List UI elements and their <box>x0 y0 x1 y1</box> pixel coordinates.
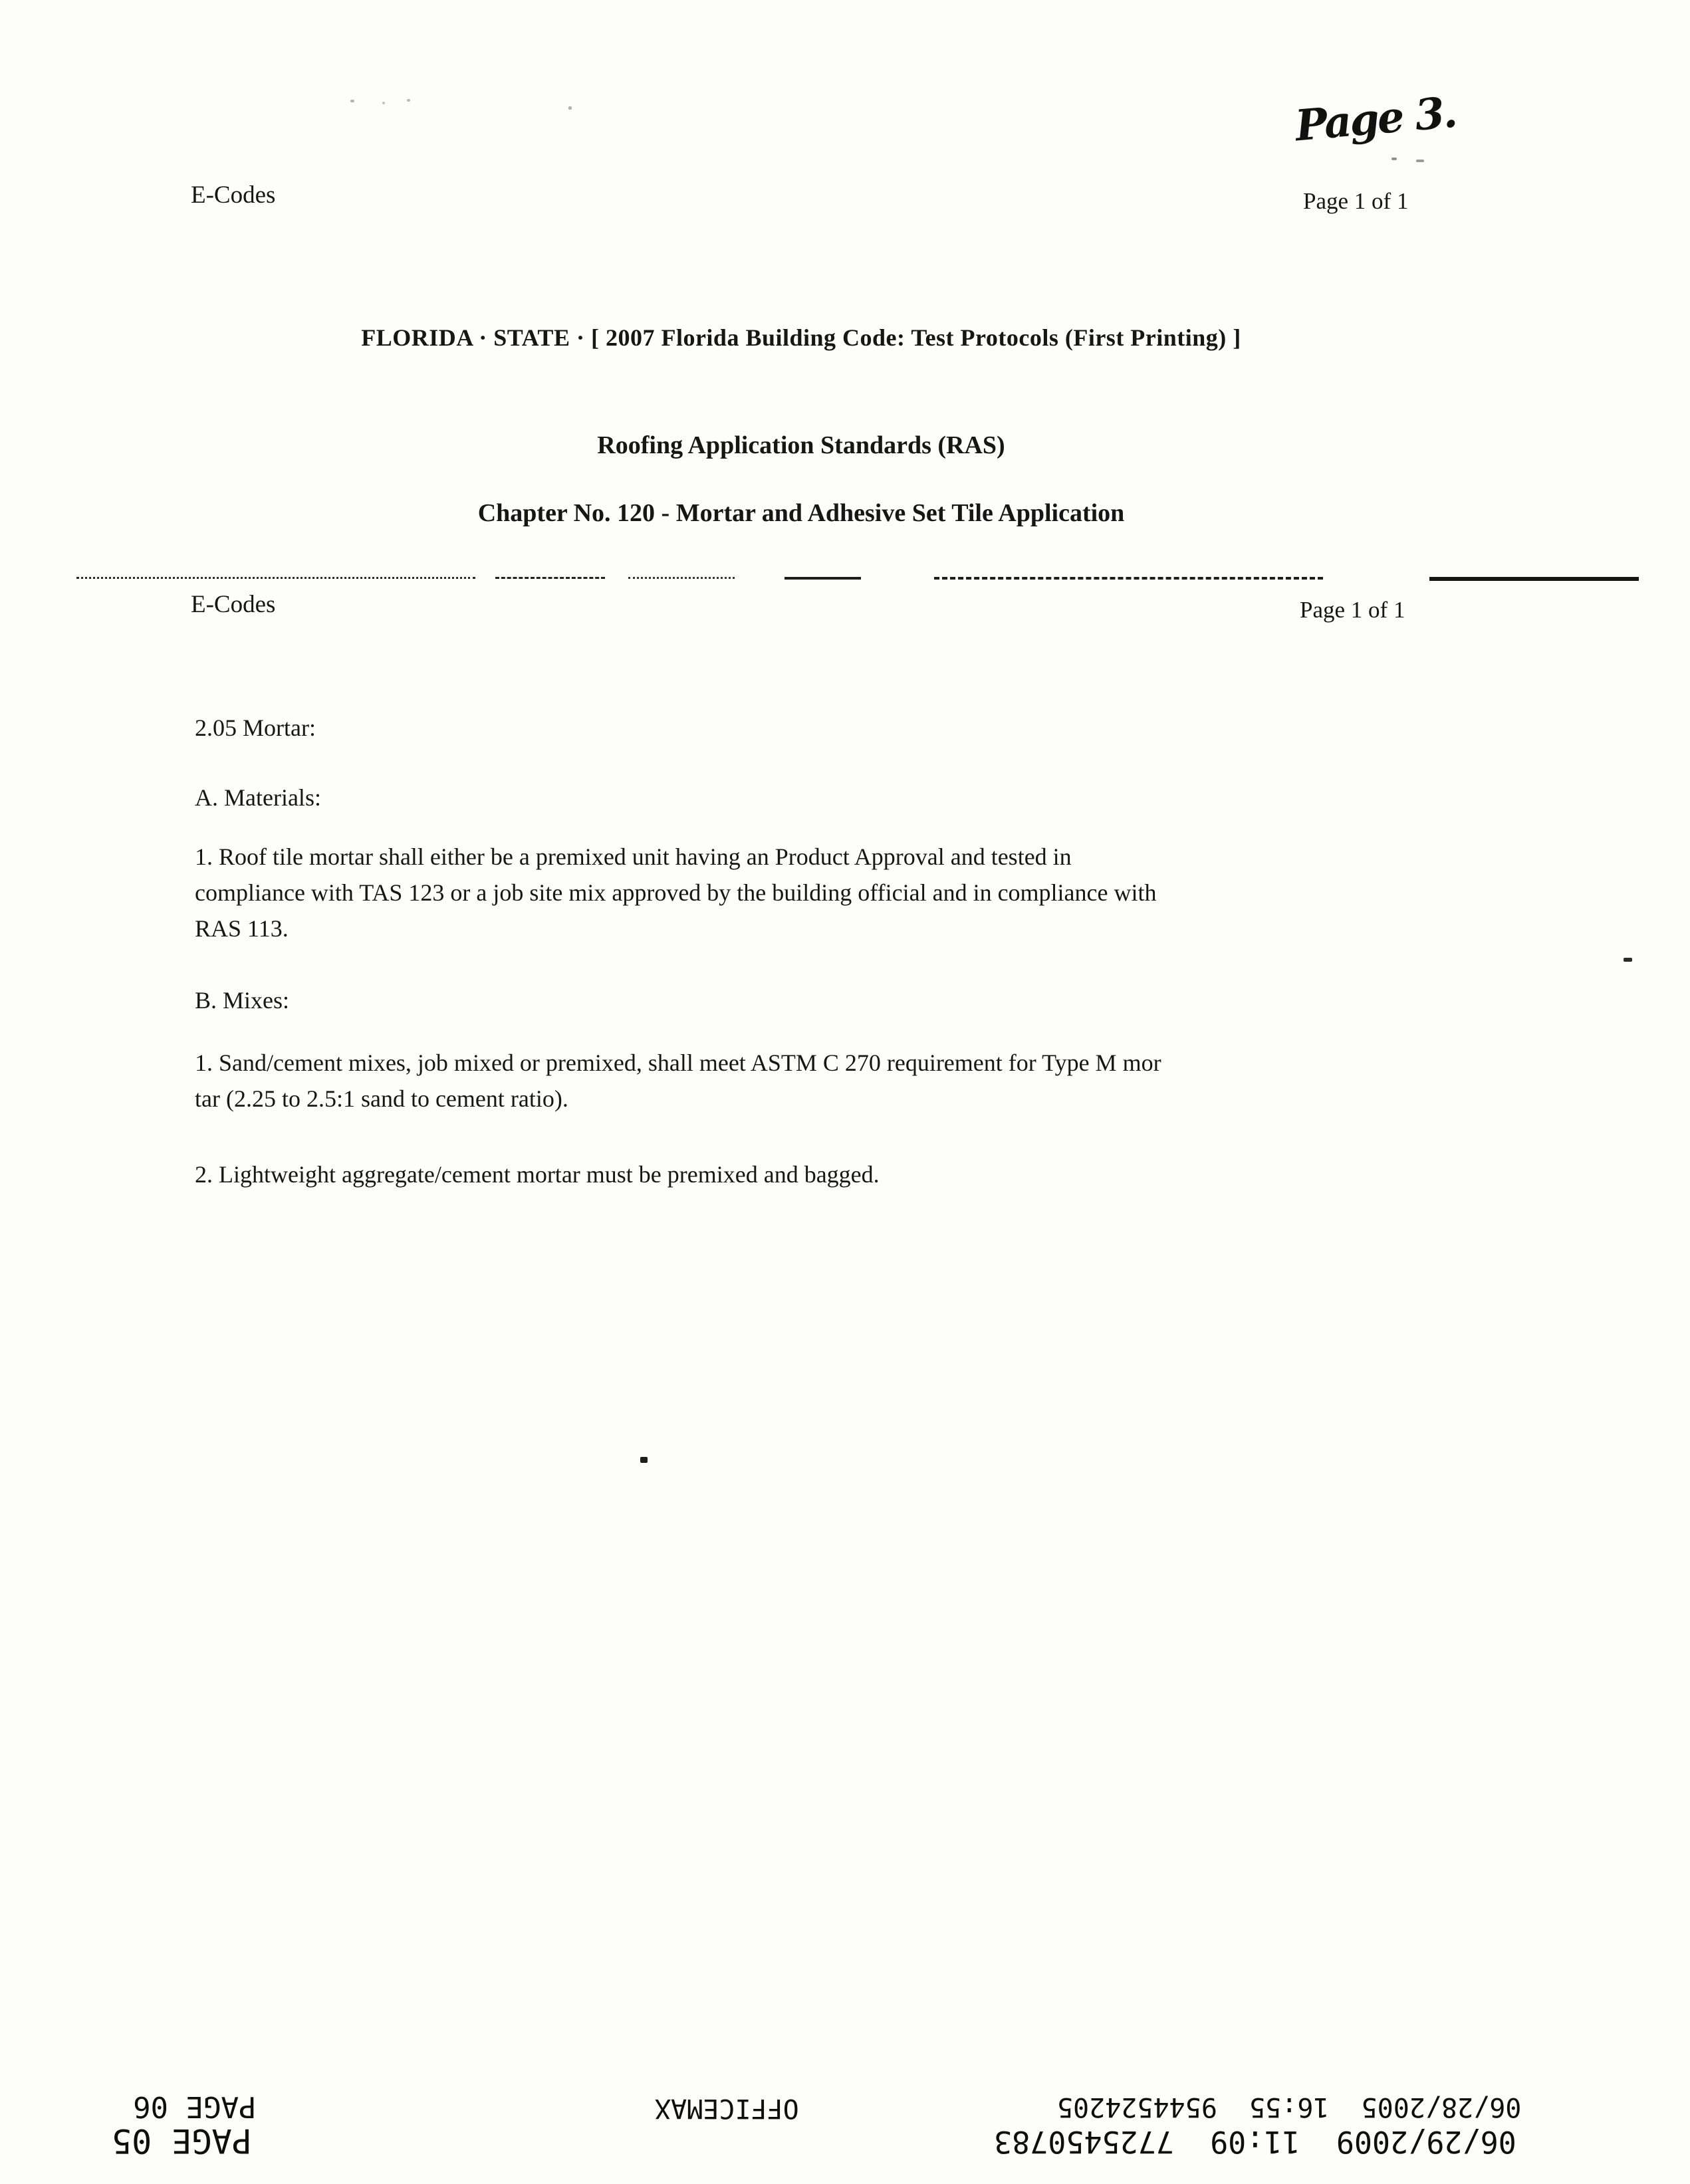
fax-page-label-row1-text: PAGE 06 <box>133 2090 257 2124</box>
scan-speck <box>407 99 410 102</box>
divider-segment <box>934 577 1323 580</box>
chapter-heading: Chapter No. 120 - Mortar and Adhesive Set Tile Application <box>477 499 1125 527</box>
divider-segment <box>628 577 735 579</box>
materials-item-1-line-2: compliance with TAS 123 or a job site mix approved by the building official and in compliance with <box>195 879 1157 906</box>
materials-item-1-line-1: 1. Roof tile mortar shall either be a premixed unit having an Product Approval and tested in <box>195 843 1072 870</box>
fax-page-label-row1 <box>133 2090 256 2124</box>
divider-segment <box>495 577 605 579</box>
scan-speck <box>568 106 572 110</box>
scan-divider-line <box>0 577 1690 584</box>
fax-page-label-row2-text: PAGE 05 <box>112 2122 252 2160</box>
scan-speck <box>640 1457 648 1463</box>
divider-segment <box>76 577 475 579</box>
header-site-label: E-Codes <box>191 181 276 209</box>
mixes-item-2: 2. Lightweight aggregate/cement mortar must be premixed and bagged. <box>195 1161 880 1188</box>
fax-station-id <box>655 2092 799 2124</box>
materials-item-1-line-3: RAS 113. <box>195 915 289 942</box>
fax-stamp-row1-text: 06/28/2005 16:55 9544524205 <box>1057 2092 1522 2122</box>
materials-heading: A. Materials: <box>195 784 321 811</box>
document-title: FLORIDA · STATE · [ 2007 Florida Building Code: Test Protocols (First Printing) ] <box>361 324 1241 351</box>
scan-speck <box>350 100 354 102</box>
fax-stamp-row2 <box>994 2124 1516 2159</box>
fax-stamp-row1 <box>1057 2091 1521 2122</box>
scan-speck <box>382 102 385 104</box>
materials-item-1 <box>195 839 1157 946</box>
mixes-item-1-line-1: 1. Sand/cement mixes, job mixed or premixed, shall meet ASTM C 270 requirement for Type M mor <box>195 1049 1161 1076</box>
scan-speck <box>1624 958 1632 962</box>
divider-segment <box>785 577 861 580</box>
fax-page-label-row2 <box>112 2122 252 2160</box>
mixes-heading: B. Mixes: <box>195 987 290 1014</box>
section-heading-mortar: 2.05 Mortar: <box>195 714 316 741</box>
standards-heading: Roofing Application Standards (RAS) <box>597 431 1005 459</box>
fax-station-id-text: OFFICEMAX <box>655 2093 799 2124</box>
mixes-item-1-line-2: tar (2.25 to 2.5:1 sand to cement ratio). <box>195 1085 568 1112</box>
scan-speck <box>1391 158 1397 160</box>
header-page-count: Page 1 of 1 <box>1303 188 1409 214</box>
divider-segment <box>1429 577 1639 581</box>
fax-stamp-row2-text: 06/29/2009 11:09 7725450783 <box>994 2124 1516 2159</box>
handwritten-page-note: Page 3. <box>1293 87 1458 152</box>
subheader-page-count: Page 1 of 1 <box>1300 597 1405 623</box>
subheader-site-label: E-Codes <box>191 591 276 618</box>
mixes-item-1 <box>195 1045 1161 1117</box>
scan-speck <box>1416 160 1424 162</box>
